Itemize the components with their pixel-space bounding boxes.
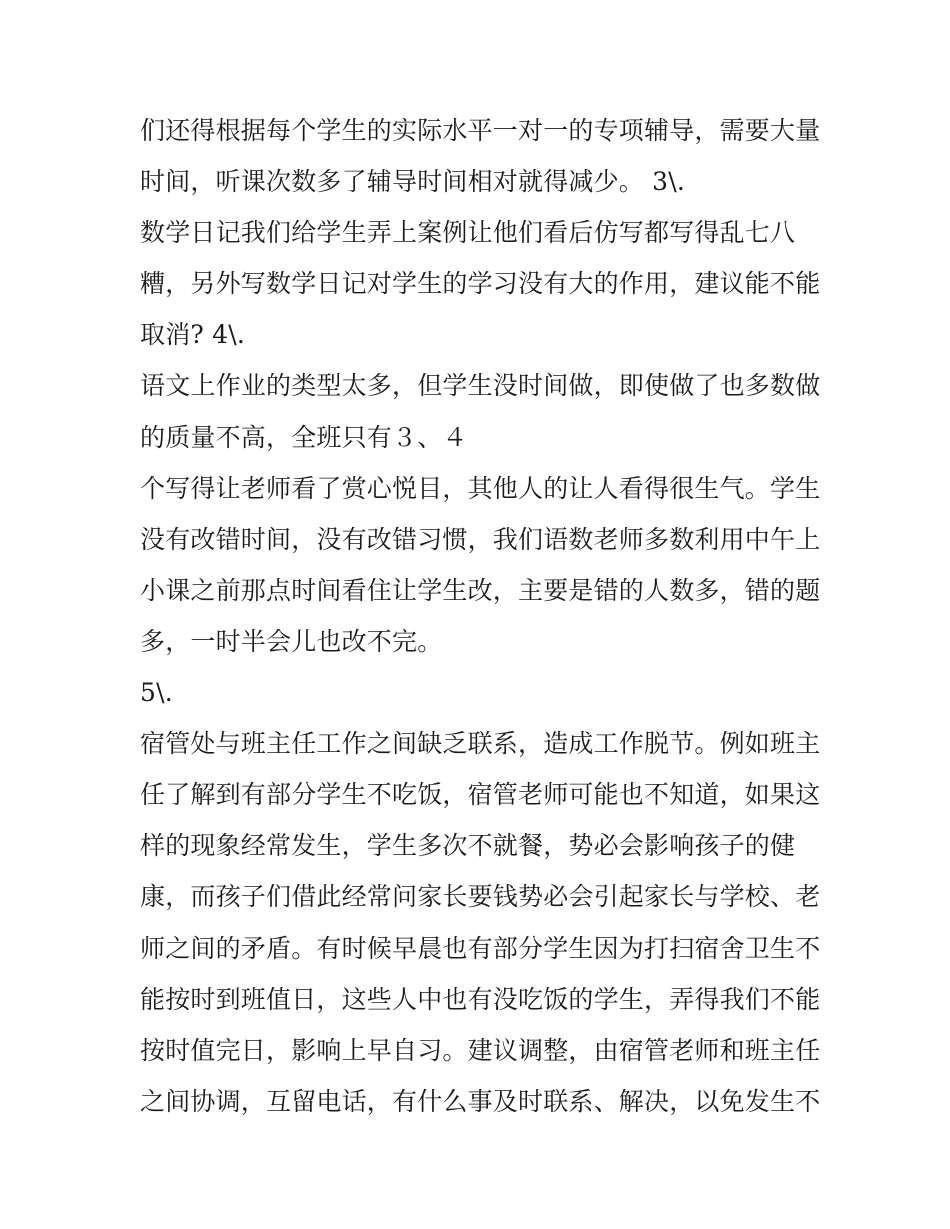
text-line: 之间协调，互留电话，有什么事及时联系、解决，以免发生不 <box>140 1086 821 1116</box>
text-line: 样的现象经常发生，学生多次不就餐，势必会影响孩子的健 <box>140 831 796 861</box>
text-line: 能按时到班值日，这些人中也有没吃饭的学生，弄得我们不能 <box>140 984 821 1014</box>
text-line: 5\. <box>140 678 173 708</box>
text-line: 数学日记我们给学生弄上案例让他们看后仿写都写得乱七八 <box>140 218 796 248</box>
text-line: 语文上作业的类型太多，但学生没时间做，即使做了也多数做 <box>140 371 821 401</box>
text-line: 宿管处与班主任工作之间缺乏联系，造成工作脱节。例如班主 <box>140 729 821 759</box>
text-line: 师之间的矛盾。有时候早晨也有部分学生因为打扫宿舍卫生不 <box>140 933 821 963</box>
text-line: 糟，另外写数学日记对学生的学习没有大的作用，建议能不能 <box>140 269 821 299</box>
text-line: 没有改错时间，没有改错习惯，我们语数老师多数利用中午上 <box>140 524 821 554</box>
text-line: 个写得让老师看了赏心悦目，其他人的让人看得很生气。学生 <box>140 473 821 503</box>
text-line: 取消? 4\. <box>140 320 246 350</box>
text-line: 的质量不高，全班只有３、４ <box>140 422 468 452</box>
text-line: 按时值完日，影响上早自习。建议调整，由宿管老师和班主任 <box>140 1035 821 1065</box>
text-line: 们还得根据每个学生的实际水平一对一的专项辅导，需要大量 <box>140 116 821 145</box>
text-line: 小课之前那点时间看住让学生改，主要是错的人数多，错的题 <box>140 575 821 605</box>
body-text <box>140 105 820 1127</box>
text-line: 康，而孩子们借此经常问家长要钱势必会引起家长与学校、老 <box>140 882 821 912</box>
text-line: 任了解到有部分学生不吃饭，宿管老师可能也不知道，如果这 <box>140 780 821 810</box>
text-line: 时间，听课次数多了辅导时间相对就得减少。 3\. <box>140 167 686 197</box>
text-line: 多，一时半会儿也改不完。 <box>140 626 443 656</box>
